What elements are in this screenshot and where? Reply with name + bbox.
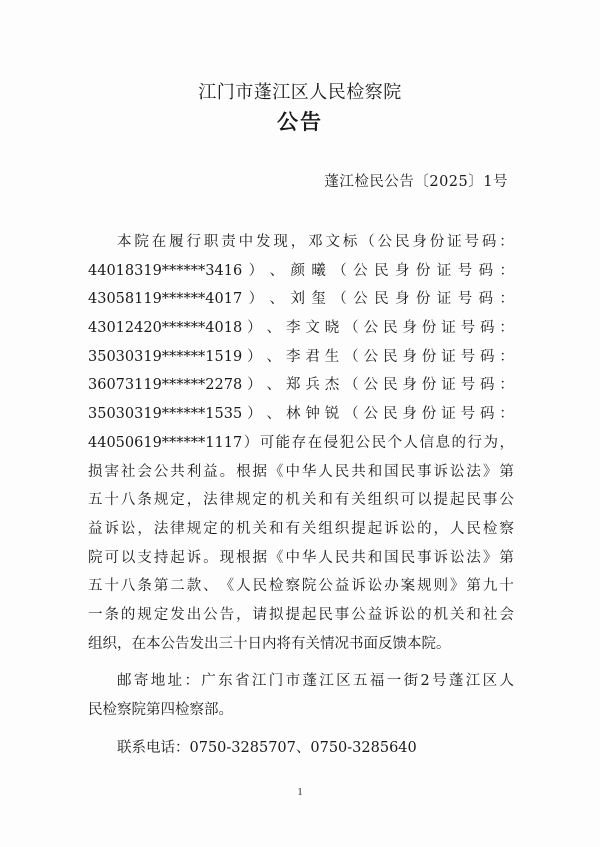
announcement-body [88,228,514,762]
document-number: 蓬江检民公告〔2025〕1号 [324,174,508,190]
text-line: 五 十 八 条 第 二 款 、 《 人 民 检 察 院 公 益 诉 讼 办 案 规 则 》 第 九 十 [88,578,514,595]
text-line: 院 可 以 支 持 起 诉 。 现 根 据 《 中 华 人 民 共 和 国 民 事 诉 讼 法 》 第 [88,549,514,566]
text-line: 组织，在本公告发出三十日内将有关情况书面反馈本院。 [88,635,451,652]
paragraph-findings [88,228,514,658]
text-line: 损 害 社 会 公 共 利 益 。 根 据 《 中 华 人 民 共 和 国 民 事 诉 讼 法 》 第 [88,463,514,480]
text-line: 35030319******1535 ） 、 林 钟 锐 （ 公 民 身 份 证 号 码 ： [88,406,514,423]
text-line: 44050619******1117 ） 可 能 存 在 侵 犯 公 民 个 人 信 息 的 行 为 ， [88,434,514,451]
text-line: 一 条 的 规 定 发 出 公 告 ， 请 拟 提 起 民 事 公 益 诉 讼 的 机 关 和 社 会 [88,606,514,623]
text-line: 43012420******4018 ） 、 李 文 晓 （ 公 民 身 份 证 号 码 ： [88,320,514,337]
text-line: 五 十 八 条 规 定 ， 法 律 规 定 的 机 关 和 有 关 组 织 可 以 提 起 民 事 公 [88,492,514,509]
text-line: 民检察院第四检察部。 [88,702,233,718]
text-line: 44018319******3416 ） 、 颜 曦 （ 公 民 身 份 证 号 码 ： [88,262,514,279]
text-line: 联系电话：0750-3285707、0750-3285640 [117,739,417,756]
page-title: 公告 [277,110,323,134]
organization-name: 江门市蓬江区人民检察院 [198,82,402,103]
text-line: 本 院 在 履 行 职 责 中 发 现 ， 邓 文 标 （ 公 民 身 份 证 号 码 ： [117,234,514,250]
text-line: 36073119******2278 ） 、 郑 兵 杰 （ 公 民 身 份 证 号 码 ： [88,377,514,394]
text-line: 邮 寄 地 址 ： 广 东 省 江 门 市 蓬 江 区 五 福 一 街 2 号 蓬 江 区 人 [117,673,514,690]
text-line: 43058119******4017 ） 、 刘 玺 （ 公 民 身 份 证 号 码 ： [88,291,514,308]
text-line: 35030319******1519 ） 、 李 君 生 （ 公 民 身 份 证 号 码 ： [88,348,514,365]
paragraph-phone [88,734,514,763]
page-number: 1 [297,787,303,798]
paragraph-address [88,667,514,724]
text-line: 益 诉 讼 ， 法 律 规 定 的 机 关 和 有 关 组 织 提 起 诉 讼 的 ， 人 民 检 察 [88,520,514,537]
